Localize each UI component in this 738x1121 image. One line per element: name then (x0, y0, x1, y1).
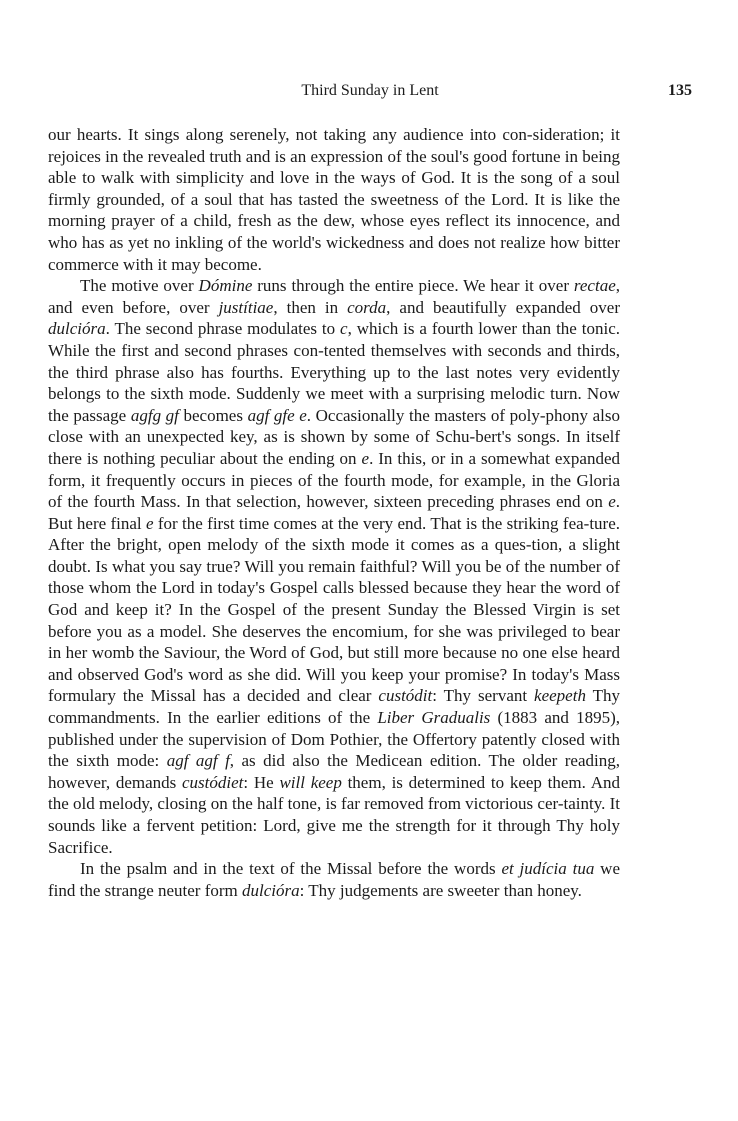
italic-term: et judícia tua (501, 859, 595, 879)
text-run: , as did also the Medicean edition. The older reading, however, demands (48, 751, 620, 792)
text-run: we find the strange neuter form (48, 859, 620, 900)
italic-term: keepeth (534, 686, 586, 706)
text-run: our hearts. It sings along serenely, not taking any audience into con-sideration; it rejoices in the revealed truth and is an expression of the soul's good fortune in being able to walk with simplicity and love in the ways of God. It is the song of a soul firmly grounded, of a soul that has tasted the sweetness of the Lord. It is like the morning prayer of a child, fresh as the dew, whose eyes reflect its innocence, and who has as yet no inkling of the world's wickedness and does not realize how bitter commerce with it may become. (48, 125, 620, 274)
text-run: , which is a fourth lower than the tonic. While the first and second phrases con-tented themselves with seconds and thirds, the third phrase also has fourths. Everything up to the last notes very evidently belongs to the sixth mode. Suddenly we meet with a surprising melodic turn. Now the passage (48, 319, 620, 425)
italic-term: custódit (378, 686, 433, 706)
text-run: In the psalm and in the text of the Missal before the words (80, 859, 502, 879)
text-run: them, is determined to keep them. And the old melody, closing on the half tone, is far removed from victorious cer-tainty. It sounds like a fervent petition: Lord, give me the strength for it through Thy holy Sacrifice. (48, 772, 620, 857)
body-text (48, 124, 620, 901)
text-run: : Thy judgements are sweeter than honey. (299, 880, 582, 900)
italic-term: Liber Gradualis (377, 708, 491, 728)
text-run: : Thy servant (432, 686, 535, 706)
italic-term: agf agf f (166, 751, 230, 771)
italic-term: e (146, 513, 154, 533)
italic-term: custódiet (182, 772, 244, 792)
italic-term: agf gfe e (247, 405, 307, 425)
page-header (48, 82, 692, 104)
text-run: : He (243, 772, 280, 792)
italic-term: Dómine (198, 276, 253, 296)
text-run: , then in (273, 297, 348, 317)
text-run: . Occasionally the masters of poly-phony also close with an unexpected key, as is shown by some of Schu-bert's songs. In itself there is nothing peculiar about the ending on (48, 405, 620, 468)
text-run: Thy commandments. In the earlier editions of the (48, 686, 620, 728)
text-run: , and even before, over (48, 276, 620, 317)
page-number: 135 (668, 82, 692, 99)
italic-term: e (608, 492, 616, 512)
paragraph (48, 858, 620, 901)
italic-term: agfg gf (130, 405, 179, 425)
paragraph (48, 275, 620, 858)
italic-term: justítiae (218, 297, 274, 317)
italic-term: e (361, 448, 370, 468)
italic-term: dulcióra (242, 880, 300, 900)
text-run: . The second phrase modulates to (105, 319, 341, 339)
paragraph (48, 124, 620, 275)
text-run: for the first time comes at the very end. That is the striking fea-ture. After the bright, open melody of the sixth mode it comes as a ques-tion, a slight doubt. Is what you say true? Will you remain faithful? Will you be of the number of those whom the Lord in today's Gospel calls blessed because they hear the word of God and keep it? In the Gospel of the present Sunday the Blessed Virgin is set before you as a model. She deserves the encomium, for she was privileged to bear in her womb the Saviour, the Word of God, but still more because no one else heard and observed God's word as she did. Will you keep your promise? In today's Mass formulary the Missal has a decided and clear (48, 513, 620, 706)
text-run: . But here final (48, 492, 620, 533)
italic-term: rectae (573, 276, 616, 296)
italic-term: dulcióra (48, 319, 106, 339)
text-run: (1883 and 1895), published under the supervision of Dom Pothier, the Offertory patently closed with the sixth mode: (48, 708, 620, 771)
text-run: . In this, or in a somewhat expanded form, it frequently occurs in pieces of the fourth mode, for example, in the Gloria of the fourth Mass. In that selection, however, sixteen preceding phrases end on (48, 448, 621, 512)
text-run: becomes (178, 405, 248, 425)
text-run: runs through the entire piece. We hear it over (252, 276, 574, 296)
italic-term: corda (347, 297, 387, 317)
italic-term: will keep (279, 772, 342, 792)
text-run: The motive over (80, 276, 199, 296)
text-run: , and beautifully expanded over (386, 297, 620, 317)
italic-term: c (340, 319, 348, 339)
running-title: Third Sunday in Lent (301, 82, 439, 99)
